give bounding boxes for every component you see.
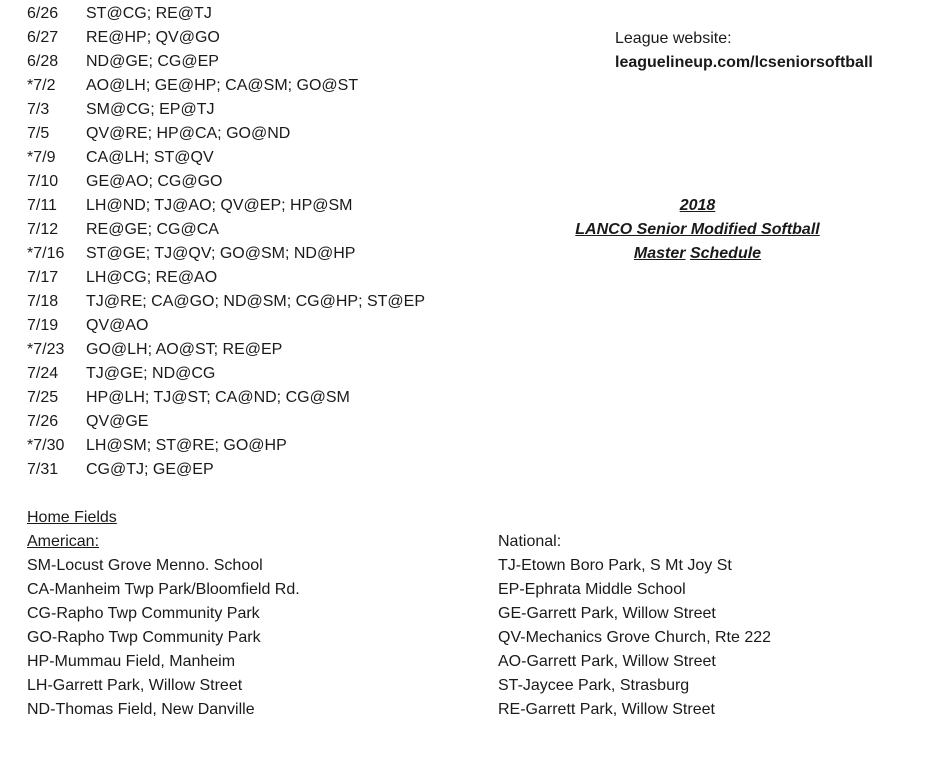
game-matchups: ST@GE; TJ@QV; GO@SM; ND@HP: [86, 245, 356, 262]
american-fields-list: [27, 530, 300, 722]
game-matchups: ST@CG; RE@TJ: [86, 5, 212, 22]
game-matchups: RE@HP; QV@GO: [86, 29, 220, 46]
game-date: 7/17: [27, 269, 59, 286]
game-date: 7/5: [27, 125, 50, 142]
game-date: *7/16: [27, 245, 65, 262]
game-matchups: QV@RE; HP@CA; GO@ND: [86, 125, 291, 142]
game-matchups: AO@LH; GE@HP; CA@SM; GO@ST: [86, 77, 359, 94]
league-website-label: League website:: [615, 30, 732, 47]
schedule-row: [27, 338, 425, 362]
american-label: American:: [27, 533, 100, 550]
schedule-row: [27, 266, 425, 290]
schedule-row: [27, 146, 425, 170]
title-word-schedule: Schedule: [689, 245, 762, 262]
game-matchups: HP@LH; TJ@ST; CA@ND; CG@SM: [86, 389, 350, 406]
game-matchups: CG@TJ; GE@EP: [86, 461, 214, 478]
schedule-row: [27, 74, 425, 98]
schedule-row: [27, 194, 425, 218]
game-date: *7/30: [27, 437, 65, 454]
game-date: 7/3: [27, 101, 50, 118]
league-website: [615, 27, 873, 75]
game-matchups: RE@GE; CG@CA: [86, 221, 219, 238]
game-matchups: TJ@RE; CA@GO; ND@SM; CG@HP; ST@EP: [86, 293, 426, 310]
schedule-row: [27, 2, 425, 26]
schedule-row: [27, 98, 425, 122]
game-date: 7/18: [27, 293, 59, 310]
game-date: *7/9: [27, 149, 56, 166]
game-matchups: QV@GE: [86, 413, 149, 430]
list-item: SM-Locust Grove Menno. School: [27, 557, 263, 574]
schedule-row: [27, 170, 425, 194]
schedule-row: [27, 458, 425, 482]
list-item: ND-Thomas Field, New Danville: [27, 701, 255, 718]
game-date: 7/19: [27, 317, 59, 334]
list-item: HP-Mummau Field, Manheim: [27, 653, 236, 670]
national-label: National:: [498, 533, 562, 550]
league-website-url: leaguelineup.com/lcseniorsoftball: [615, 54, 873, 71]
game-matchups: LH@ND; TJ@AO; QV@EP; HP@SM: [86, 197, 353, 214]
schedule-row: [27, 290, 425, 314]
list-item: QV-Mechanics Grove Church, Rte 222: [498, 629, 772, 646]
list-item: EP-Ephrata Middle School: [498, 581, 686, 598]
game-date: 7/11: [27, 197, 57, 214]
game-date: 6/28: [27, 53, 59, 70]
schedule-row: [27, 218, 425, 242]
game-matchups: SM@CG; EP@TJ: [86, 101, 215, 118]
schedule-list: [27, 2, 425, 482]
schedule-row: [27, 242, 425, 266]
game-matchups: TJ@GE; ND@CG: [86, 365, 216, 382]
list-item: GE-Garrett Park, Willow Street: [498, 605, 716, 622]
list-item: RE-Garrett Park, Willow Street: [498, 701, 715, 718]
game-matchups: ND@GE; CG@EP: [86, 53, 219, 70]
schedule-row: [27, 50, 425, 74]
game-date: 7/12: [27, 221, 59, 238]
game-date: 7/24: [27, 365, 59, 382]
schedule-row: [27, 434, 425, 458]
national-fields-list: [498, 530, 771, 722]
list-item: CG-Rapho Twp Community Park: [27, 605, 260, 622]
schedule-row: [27, 26, 425, 50]
schedule-row: [27, 314, 425, 338]
game-date: *7/23: [27, 341, 65, 358]
game-date: 6/26: [27, 5, 59, 22]
game-matchups: LH@SM; ST@RE; GO@HP: [86, 437, 287, 454]
game-matchups: LH@CG; RE@AO: [86, 269, 218, 286]
list-item: CA-Manheim Twp Park/Bloomfield Rd.: [27, 581, 300, 598]
game-date: 7/26: [27, 413, 59, 430]
game-date: 6/27: [27, 29, 59, 46]
list-item: TJ-Etown Boro Park, S Mt Joy St: [498, 557, 732, 574]
game-date: 7/31: [27, 461, 59, 478]
title-year: 2018: [679, 197, 716, 214]
game-matchups: GO@LH; AO@ST; RE@EP: [86, 341, 283, 358]
game-date: 7/10: [27, 173, 59, 190]
list-item: LH-Garrett Park, Willow Street: [27, 677, 243, 694]
game-matchups: CA@LH; ST@QV: [86, 149, 214, 166]
schedule-row: [27, 386, 425, 410]
title-word-master: Master: [633, 245, 686, 262]
title-subtitle: [560, 242, 835, 266]
game-date: *7/2: [27, 77, 56, 94]
schedule-row: [27, 362, 425, 386]
list-item: GO-Rapho Twp Community Park: [27, 629, 261, 646]
document-title: [560, 194, 835, 266]
title-league-name: LANCO Senior Modified Softball: [575, 221, 820, 238]
game-date: 7/25: [27, 389, 59, 406]
list-item: AO-Garrett Park, Willow Street: [498, 653, 716, 670]
home-fields-heading: Home Fields: [27, 509, 117, 526]
list-item: ST-Jaycee Park, Strasburg: [498, 677, 690, 694]
schedule-row: [27, 122, 425, 146]
game-matchups: QV@AO: [86, 317, 149, 334]
game-matchups: GE@AO; CG@GO: [86, 173, 223, 190]
schedule-row: [27, 410, 425, 434]
